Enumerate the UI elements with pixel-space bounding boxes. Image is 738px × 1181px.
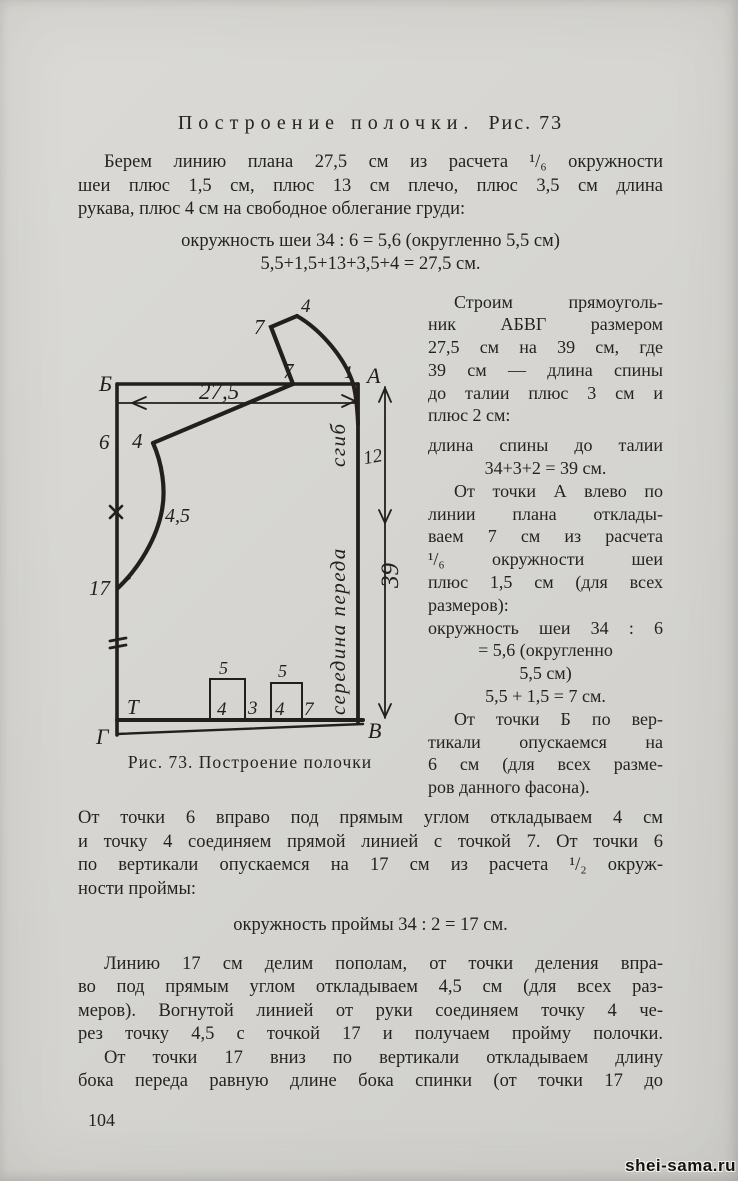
page-number: 104 xyxy=(88,1109,115,1130)
text-line: ров данного фасона). xyxy=(428,777,590,798)
label-corner-v: В xyxy=(368,717,382,743)
lowered-waist-line xyxy=(117,724,363,734)
text-line: От точки 6 вправо под прямым углом откладываем 4 см xyxy=(78,808,663,829)
body-paragraph-c xyxy=(78,1047,663,1094)
figure-block xyxy=(78,291,422,773)
label-corner-g: Г xyxy=(96,723,109,746)
label-point-4: 4 xyxy=(132,428,143,453)
label-fold-front: середина переда xyxy=(326,546,350,715)
text-line: линии плана отклады- xyxy=(428,503,663,524)
text-line: размеров): xyxy=(428,594,509,615)
text-line: 39 см — длина спины xyxy=(428,359,663,380)
label-corner-a: А xyxy=(367,362,381,388)
text-line: рез точку 4,5 с точкой 17 и получаем пройму полочки. xyxy=(78,1024,663,1045)
text-line: Берем линию плана 27,5 см из расчета ¹/₆ окружности xyxy=(104,152,663,172)
text-line: меров). Вогнутой линией от руки соединяем точку 4 че- xyxy=(78,1000,663,1021)
body-paragraph-b xyxy=(78,953,663,1047)
text-line: длина спины до талии xyxy=(428,435,663,456)
text-line: 5,5 + 1,5 = 7 см. xyxy=(485,686,606,707)
label-point-4-flap: 4 xyxy=(301,295,311,317)
intro-paragraph xyxy=(78,151,663,222)
text-line: плюс 2 см: xyxy=(428,405,511,426)
text-line: ности проймы: xyxy=(78,878,197,899)
label-point-7-flap: 7 xyxy=(254,314,265,339)
page-title xyxy=(78,112,663,135)
label-point-17: 17 xyxy=(89,575,110,600)
text-line: Линию 17 см делим пополам, от точки деления впра- xyxy=(104,953,663,974)
label-dart2-base: 4 xyxy=(275,698,285,720)
label-point-7-plan: 7 xyxy=(283,358,294,383)
label-dim-width: 27,5 xyxy=(199,378,240,404)
label-corner-b: Б xyxy=(99,370,112,396)
armhole-curve xyxy=(118,443,164,588)
body-paragraph-a xyxy=(78,807,663,901)
label-fold-word: сгиб xyxy=(326,421,350,467)
text-line: Строим прямоуголь- xyxy=(454,291,663,312)
label-dim-12: 12 xyxy=(361,444,384,469)
title-spaced: Построение полочки. xyxy=(177,112,475,134)
text-line: и точку 4 соединяем прямой линией с точкой 7. От точки 6 xyxy=(78,831,663,852)
figure-caption: Рис. 73. Построение полочки xyxy=(127,751,373,772)
text-line: ник АБВГ размером xyxy=(428,314,663,335)
text-line: 5,5+1,5+13+3,5+4 = 27,5 см. xyxy=(260,254,481,274)
pattern-diagram xyxy=(85,291,425,746)
title-figure-ref: Рис. 73 xyxy=(488,112,564,134)
text-line: ваем 7 см из расчета xyxy=(428,526,663,547)
text-line: 5,5 см) xyxy=(519,663,572,684)
label-dart2-top: 5 xyxy=(278,660,287,681)
text-line: 34+3+2 = 39 см. xyxy=(484,458,607,479)
label-dim-39: 39 xyxy=(377,562,404,588)
text-line: шеи плюс 1,5 см, плюс 13 см плечо, плюс 3,5 см длина xyxy=(78,175,663,196)
text-line: 27,5 см на 39 см, где xyxy=(428,337,663,358)
text-line: От точки А влево по xyxy=(454,480,663,501)
label-dart2-gap: 7 xyxy=(304,698,314,720)
label-curve-4-5: 4,5 xyxy=(165,504,190,527)
text-line: От точки Б по вер- xyxy=(454,708,663,729)
two-column-section xyxy=(78,291,663,800)
text-line: окружность проймы 34 : 2 = 17 см. xyxy=(233,915,508,936)
neck-formula-block xyxy=(78,230,663,277)
label-point-1: 1 xyxy=(344,361,353,382)
watermark: shei-sama.ru xyxy=(625,1156,736,1175)
body-text xyxy=(78,807,663,1094)
label-dart1-base: 4 xyxy=(217,698,227,720)
text-line: окружность шеи 34 : 6 = 5,6 (округленно 5,5 см) xyxy=(181,230,560,251)
text-line: От точки 17 вниз по вертикали откладываем длину xyxy=(104,1047,663,1068)
label-point-6: 6 xyxy=(99,429,110,454)
label-dart1-gap: 3 xyxy=(248,697,258,719)
text-line: ¹/₆ окружности шеи xyxy=(428,549,663,570)
label-point-t: Т xyxy=(127,694,139,719)
text-line: по вертикали опускаемся на 17 см из расчета ¹/₂ окруж- xyxy=(78,855,663,876)
armhole-formula xyxy=(78,914,663,938)
text-line: до талии плюс 3 см и xyxy=(428,382,663,403)
right-column-text xyxy=(422,291,663,800)
text-line: тикали опускаемся на xyxy=(428,731,663,752)
text-line: бока переда равную длине бока спинки (от точки 17 до xyxy=(78,1071,663,1092)
text-line: рукава, плюс 4 см на свободное облегание груди: xyxy=(78,199,466,219)
text-line: 6 см (для всех разме- xyxy=(428,754,663,775)
width-dim-right-arrow xyxy=(342,395,355,407)
dart-1 xyxy=(210,679,245,720)
text-line: плюс 1,5 см (для всех xyxy=(428,572,663,593)
label-dart1-top: 5 xyxy=(219,657,228,678)
text-line: окружность шеи 34 : 6 xyxy=(428,617,663,638)
text-line: во под прямым углом откладываем 4,5 см (для всех раз- xyxy=(78,977,663,998)
text-line: = 5,6 (округленно xyxy=(478,640,613,661)
